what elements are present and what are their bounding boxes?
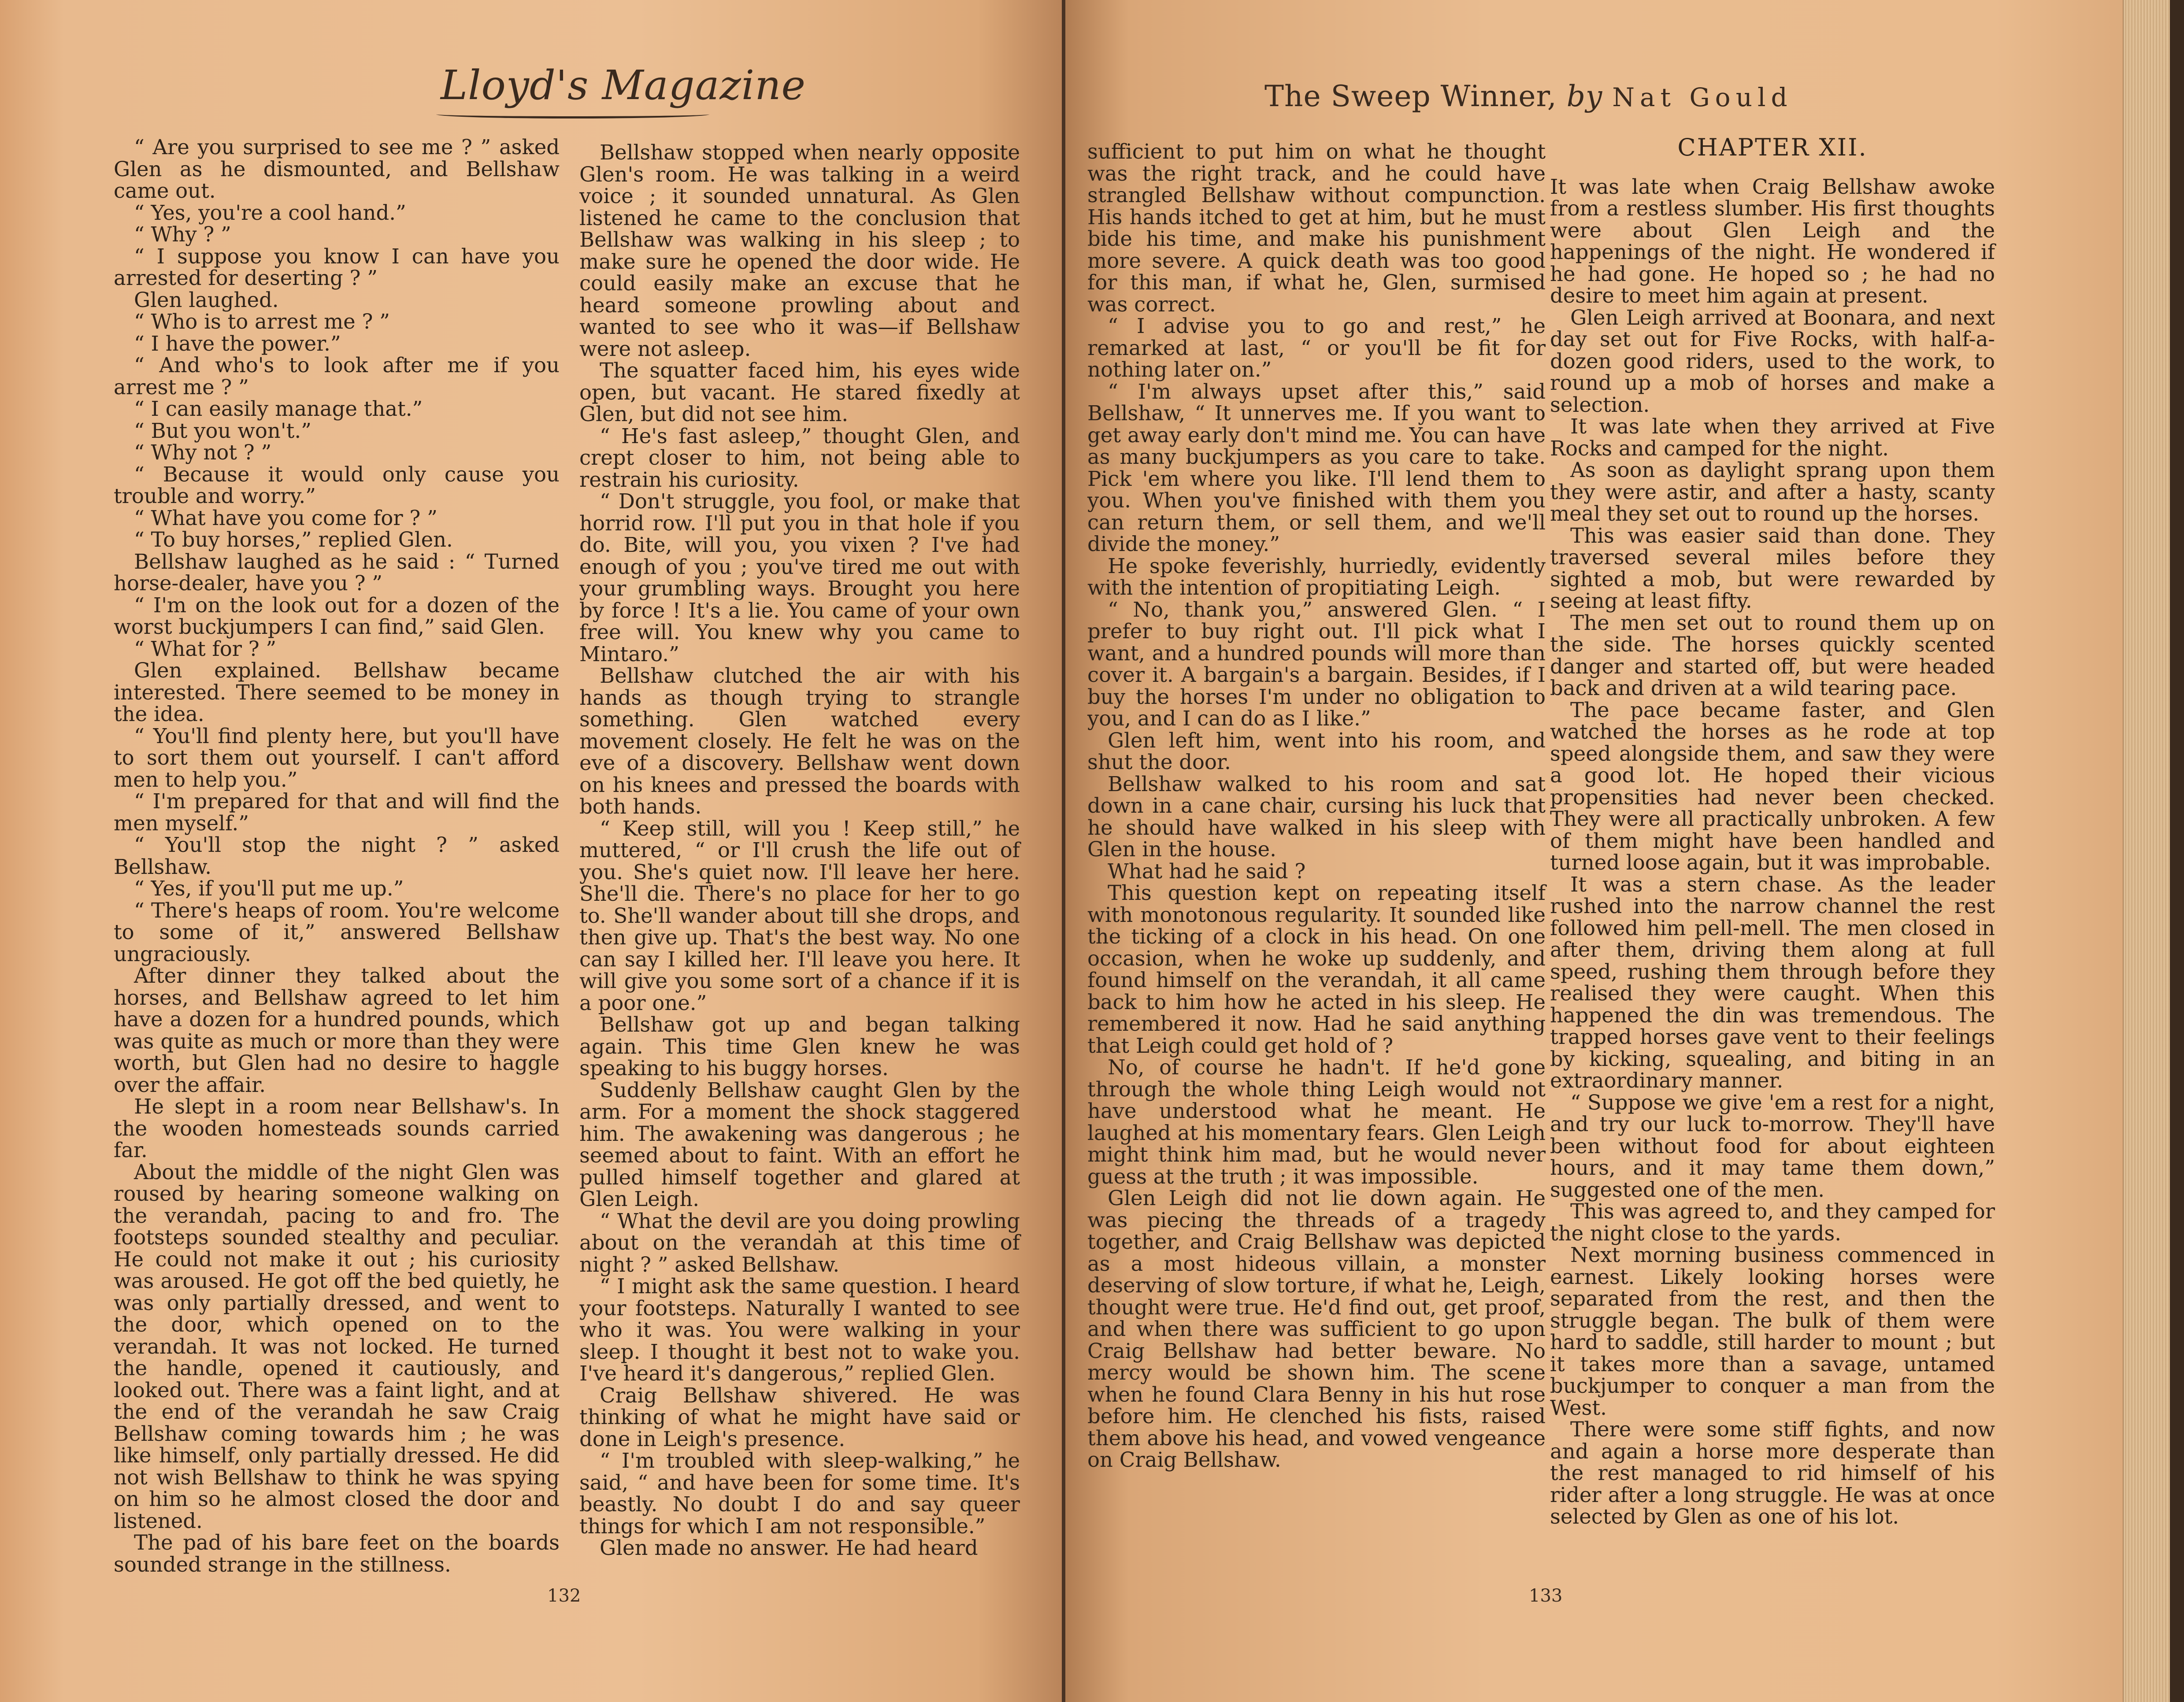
paragraph: Suddenly Bellshaw caught Glen by the arm. For a moment the shock staggered him. The awakening was dangerous ; he seemed about to faint. With an effort he pulled himself together and glared at Glen Leigh. — [579, 1078, 1020, 1211]
right-page — [1065, 0, 2123, 1702]
paragraph: “ Don't struggle, you fool, or make that horrid row. I'll put you in that hole if you do. Bite, will you, you vixen ? I've had enough of you ; you've tired me out with your grumbling ways. Brought you here by force ! It's a lie. You came of your own free will. You knew why you came to Mintaro.” — [579, 489, 1020, 666]
paragraph: It was late when Craig Bellshaw awoke from a restless slumber. His first thoughts were about Glen Leigh and the happenings of the night. He wondered if he had gone. He hoped so ; he had no desire to meet him again at present. — [1550, 174, 1995, 307]
paragraph: It was late when they arrived at Five Rocks and camped for the night. — [1550, 414, 1995, 460]
paragraph: What had he said ? — [1108, 859, 1306, 883]
paragraph: “ Keep still, will you ! Keep still,” he muttered, “ or I'll crush the life out of you. She's quiet now. I'll leave her here. She'll die. There's no place for her to go to. She'll wander about till she drops, and then give up. That's the best way. No one can say I killed her. I'll leave you here. It will give you some sort of a chance if it is a poor one.” — [579, 816, 1020, 1015]
paragraph: “ And who's to look after me if you arrest me ? ” — [114, 353, 560, 399]
paragraph: The pace became faster, and Glen watched the horses as he rode at top speed alongside them, and saw they were a good lot. He hoped their vicious propensities had never been checked. They were all practically unbroken. A few of them might have been handled and turned loose again, but it was improbable. — [1550, 698, 1995, 874]
paragraph: “ But you won't.” — [134, 418, 311, 443]
paragraph: Glen Leigh did not lie down again. He was piecing the threads of a tragedy together, and Craig Bellshaw was depicted as a most hideous villain, a monster deserving of slow torture, if what he, Leigh, thought were true. He'd find out, get proof, and when there was sufficient to go upon Craig Bellshaw had better beware. No mercy would be shown him. The scene when he found Clara Benny in his hut rose before him. He clenched his fists, raised them above his head, and vowed vengeance on Craig Bellshaw. — [1087, 1186, 1546, 1472]
left-column-1 — [114, 137, 560, 1576]
paragraph: “ To buy horses,” replied Glen. — [134, 528, 453, 551]
paragraph: Craig Bellshaw shivered. He was thinking of what he might have said or done in Leigh's presence. — [579, 1383, 1020, 1451]
paragraph: Glen left him, went into his room, and shut the door. — [1087, 728, 1546, 774]
gutter — [1062, 0, 1065, 1702]
paragraph: The pad of his bare feet on the boards sounded strange in the stillness. — [114, 1531, 560, 1576]
paragraph: “ I can easily manage that.” — [134, 397, 423, 421]
author-name: Nat Gould — [1612, 82, 1793, 112]
paragraph: The men set out to round them up on the side. The horses quickly scented danger and started off, but were headed back and driven at a wild tearing pace. — [1550, 610, 1995, 700]
paragraph: “ Yes, you're a cool hand.” — [134, 200, 406, 225]
magazine-title: Lloyd's Magazine — [441, 62, 806, 109]
right-column-1 — [1087, 141, 1546, 1471]
paragraph: “ I have the power.” — [134, 331, 341, 355]
paragraph: sufficient to put him on what he thought was the right track, and he could have strangled Bellshaw without compunction. His hands itched to get at him, but he must bide his time, and make his punishment more severe. A quick death was too good for this man, if what he, Glen, surmised was correct. — [1087, 140, 1546, 316]
paragraph: Bellshaw stopped when nearly opposite Glen's room. He was talking in a weird voice ; it sounded unnatural. As Glen listened he came to the conclusion that Bellshaw was walking in his sleep ; to make sure he opened the door wide. He could easily make an excuse that he heard someone prowling about and wanted to see who it was—if Bellshaw were not asleep. — [579, 141, 1020, 361]
paragraph: “ There's heaps of room. You're welcome to some of it,” answered Bellshaw ungraciously. — [114, 898, 560, 966]
paragraph: Bellshaw got up and began talking again. This time Glen knew he was speaking to his buggy horses. — [579, 1013, 1020, 1080]
paragraph: Glen laughed. — [134, 288, 279, 312]
paragraph: “ Why not ? ” — [134, 440, 272, 464]
paragraph: Bellshaw laughed as he said : “ Turned horse-dealer, have you ? ” — [114, 549, 560, 595]
paragraph: Bellshaw clutched the air with his hands as though trying to strangle something. Glen watched every movement closely. He felt he was on the eve of a discovery. Bellshaw went down on his knees and pressed the boards with both hands. — [579, 664, 1020, 818]
running-head-right — [1264, 79, 1793, 113]
paragraph: “ I suppose you know I can have you arrested for deserting ? ” — [114, 244, 560, 290]
paragraph: This was easier said than done. They traversed several miles before they sighted a mob, but were rewarded by seeing at least fifty. — [1550, 523, 1995, 613]
paragraph: Bellshaw walked to his room and sat down in a cane chair, cursing his luck that he should have walked in his sleep with Glen in the house. — [1087, 772, 1546, 861]
paragraph: “ Who is to arrest me ? ” — [134, 310, 390, 333]
paragraph: He spoke feverishly, hurriedly, evidently with the intention of propitiating Leigh. — [1087, 554, 1546, 599]
paragraph: It was a stern chase. As the leader rushed into the narrow channel the rest followed him pell-mell. The men closed in after them, driving them along at full speed, rushing them through before they realised they were caught. When this happened the din was tremendous. The trapped horses gave vent to their feelings by kicking, squealing, and biting in an extraordinary manner. — [1550, 872, 1995, 1092]
paragraph: There were some stiff fights, and now and again a horse more desperate than the rest managed to rid himself of his rider after a long struggle. He was at once selected by Glen as one of his lot. — [1550, 1417, 1995, 1528]
paragraph: “ He's fast asleep,” thought Glen, and crept closer to him, not being able to restrain his curiosity. — [579, 424, 1020, 492]
page-edges — [2123, 0, 2184, 1702]
chapter-heading: CHAPTER XII. — [1677, 133, 1868, 161]
paragraph: “ I'm prepared for that and will find the men myself.” — [114, 789, 560, 835]
paragraph: “ Yes, if you'll put me up.” — [134, 877, 404, 900]
paragraph: “ I might ask the same question. I heard your footsteps. Naturally I wanted to see who it was. You were walking in your sleep. I thought it best not to wake you. I've heard it's dangerous,” replied Glen. — [579, 1274, 1020, 1385]
paragraph: “ Suppose we give 'em a rest for a night, and try our luck to-morrow. They'll have been without food for about eighteen hours, and it may tame them down,” suggested one of the men. — [1550, 1090, 1995, 1202]
paragraph: The squatter faced him, his eyes wide open, but vacant. He stared fixedly at Glen, but did not see him. — [579, 359, 1020, 426]
paragraph: “ You'll find plenty here, but you'll have to sort them out yourself. I can't afford men to help you.” — [114, 724, 560, 792]
page-number-right: 133 — [1529, 1586, 1563, 1606]
paragraph: “ I'm on the look out for a dozen of the worst buckjumpers I can find,” said Glen. — [114, 593, 560, 639]
paragraph: “ I'm always upset after this,” said Bellshaw, “ It unnerves me. If you want to get away early don't mind me. You can have as many buckjumpers as you care to take. Pick 'em where you like. I'll lend them to you. When you've finished with them you can return them, or sell them, and we'll divide the money.” — [1087, 379, 1546, 556]
paragraph: Glen Leigh arrived at Boonara, and next day set out for Five Rocks, with half-a-dozen good riders, used to the work, to round up a mob of horses and make a selection. — [1550, 305, 1995, 417]
left-page — [0, 0, 1062, 1702]
byline-by: by — [1566, 79, 1603, 113]
paragraph: About the middle of the night Glen was roused by hearing someone walking on the verandah, pacing to and fro. The footsteps sounded stealthy and peculiar. He could not make it out ; his curiosity was aroused. He got off the bed quietly, he was only partially dressed, and went to the door, which opened on to the verandah. It was not locked. He turned the handle, opened it cautiously, and looked out. There was a faint light, and at the end of the verandah he saw Craig Bellshaw coming towards him ; he was like himself, only partially dressed. He did not wish Bellshaw to think he was spying on him so he almost closed the door and listened. — [114, 1160, 560, 1533]
paragraph: He slept in a room near Bellshaw's. In the wooden homesteads sounds carried far. — [114, 1095, 560, 1162]
title-flourish — [436, 110, 709, 118]
left-column-2 — [579, 142, 1020, 1559]
paragraph: “ What for ? ” — [134, 636, 277, 661]
story-title: The Sweep Winner, — [1264, 79, 1557, 113]
paragraph: “ No, thank you,” answered Glen. “ I prefer to buy right out. I'll pick what I want, and a hundred pounds will more than cover it. A bargain's a bargain. Besides, if I buy the horses I'm under no obligation to you, and I can do as I like.” — [1087, 597, 1546, 730]
paragraph: “ You'll stop the night ? ” asked Bellshaw. — [114, 833, 560, 879]
paragraph: No, of course he hadn't. If he'd gone through the whole thing Leigh would not have understood what he meant. He laughed at his momentary fears. Glen Leigh might think him mad, but he would never guess at the truth ; it was impossible. — [1087, 1055, 1546, 1188]
paragraph: “ I'm troubled with sleep-walking,” he said, “ and have been for some time. It's beastly. No doubt I do and say queer things for which I am not responsible.” — [579, 1449, 1020, 1538]
running-head-left — [441, 62, 806, 109]
paragraph: This question kept on repeating itself with monotonous regularity. It sounded like the ticking of a clock in his head. On one occasion, when he woke up suddenly, and found himself on the verandah, it all came back to him how he acted in his sleep. He remembered it now. Had he said anything that Leigh could get hold of ? — [1087, 881, 1546, 1058]
paragraph: “ Because it would only cause you trouble and worry.” — [114, 462, 560, 508]
paragraph: Glen explained. Bellshaw became interested. There seemed to be money in the idea. — [114, 659, 560, 726]
paragraph: This was agreed to, and they camped for the night close to the yards. — [1550, 1199, 1995, 1245]
right-column-2 — [1550, 133, 1995, 1528]
paragraph: “ I advise you to go and rest,” he remarked at last, “ or you'll be fit for nothing later on.” — [1087, 314, 1546, 381]
page-number-left: 132 — [547, 1586, 581, 1606]
paragraph: Glen made no answer. He had heard — [600, 1536, 978, 1560]
paragraph: “ Are you surprised to see me ? ” asked Glen as he dismounted, and Bellshaw came out. — [114, 135, 560, 203]
paragraph: “ What have you come for ? ” — [134, 506, 438, 530]
paragraph: After dinner they talked about the horses, and Bellshaw agreed to let him have a dozen for a hundred pounds, which was quite as much or more than they were worth, but Glen had no desire to haggle over the affair. — [114, 964, 560, 1097]
paragraph: “ Why ? ” — [134, 222, 231, 246]
paragraph: “ What the devil are you doing prowling about on the verandah at this time of night ? ” asked Bellshaw. — [579, 1209, 1020, 1276]
paragraph: Next morning business commenced in earnest. Likely looking horses were separated from the rest, and then the struggle began. The bulk of them were hard to saddle, still harder to mount ; but it takes more than a savage, untamed buckjumper to conquer a man from the West. — [1550, 1243, 1995, 1420]
paragraph: As soon as daylight sprang upon them they were astir, and after a hasty, scanty meal they set out to round up the horses. — [1550, 458, 1995, 525]
